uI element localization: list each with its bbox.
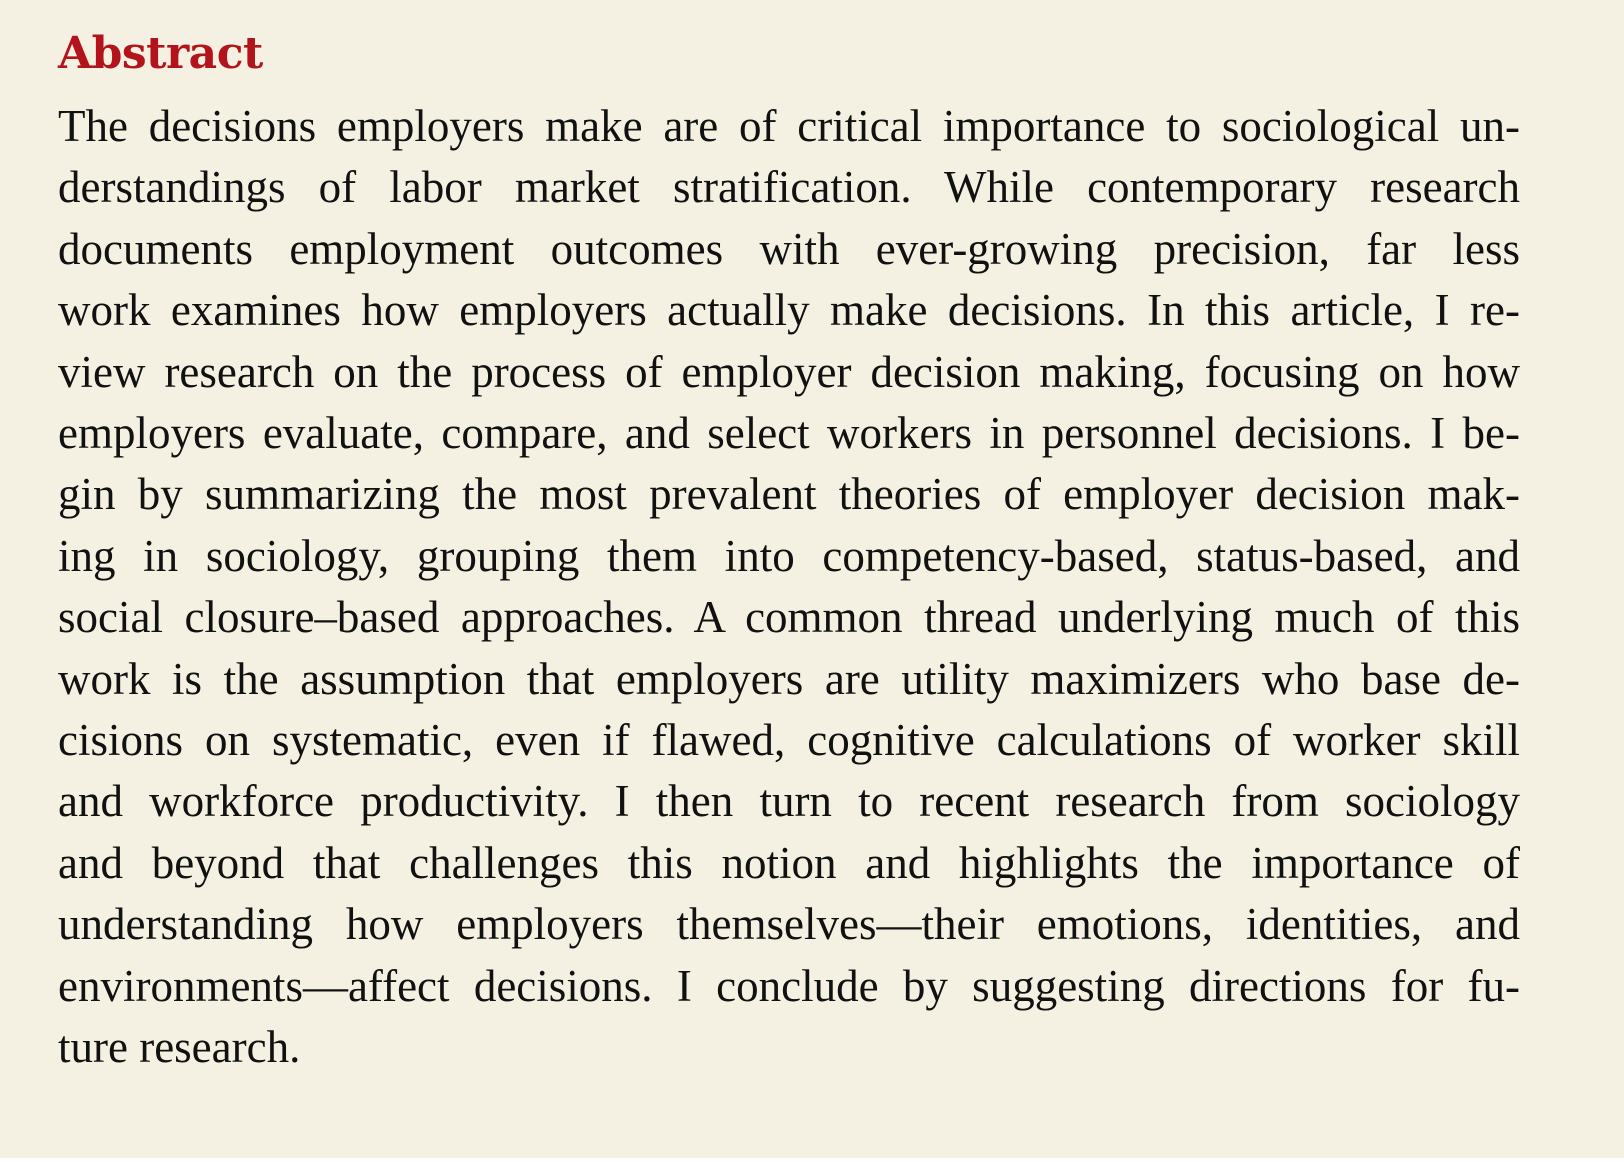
abstract-line-7: gin by summarizing the most prevalent theories of employer decision mak- [58, 469, 1520, 520]
abstract-line-13: and beyond that challenges this notion and highlights the importance of [58, 837, 1520, 888]
abstract-line-15: environments—affect decisions. I conclude by suggesting directions for fu- [58, 960, 1520, 1011]
abstract-heading: Abstract [58, 28, 263, 79]
abstract-line-1: The decisions employers make are of critical importance to sociological un- [58, 101, 1520, 151]
abstract-line-5: view research on the process of employer decision making, focusing on how [58, 346, 1520, 397]
abstract-line-9: social closure–based approaches. A common thread underlying much of this [58, 592, 1520, 643]
abstract-body [58, 96, 1520, 1079]
abstract-line-6: employers evaluate, compare, and select workers in personnel decisions. I be- [58, 408, 1520, 459]
abstract-line-3: documents employment outcomes with ever-growing precision, far less [58, 223, 1520, 274]
abstract-line-10: work is the assumption that employers are utility maximizers who base de- [58, 653, 1520, 704]
abstract-line-8: ing in sociology, grouping them into competency-based, status-based, and [58, 530, 1520, 581]
abstract-line-4: work examines how employers actually make decisions. In this article, I re- [58, 285, 1520, 336]
abstract-line-16: ture research. [58, 1022, 301, 1073]
abstract-line-14: understanding how employers themselves—their emotions, identities, and [58, 899, 1520, 950]
abstract-line-2: derstandings of labor market stratification. While contemporary research [58, 162, 1520, 213]
abstract-line-12: and workforce productivity. I then turn to recent research from sociology [58, 776, 1520, 827]
abstract-line-11: cisions on systematic, even if flawed, cognitive calculations of worker skill [58, 715, 1520, 766]
